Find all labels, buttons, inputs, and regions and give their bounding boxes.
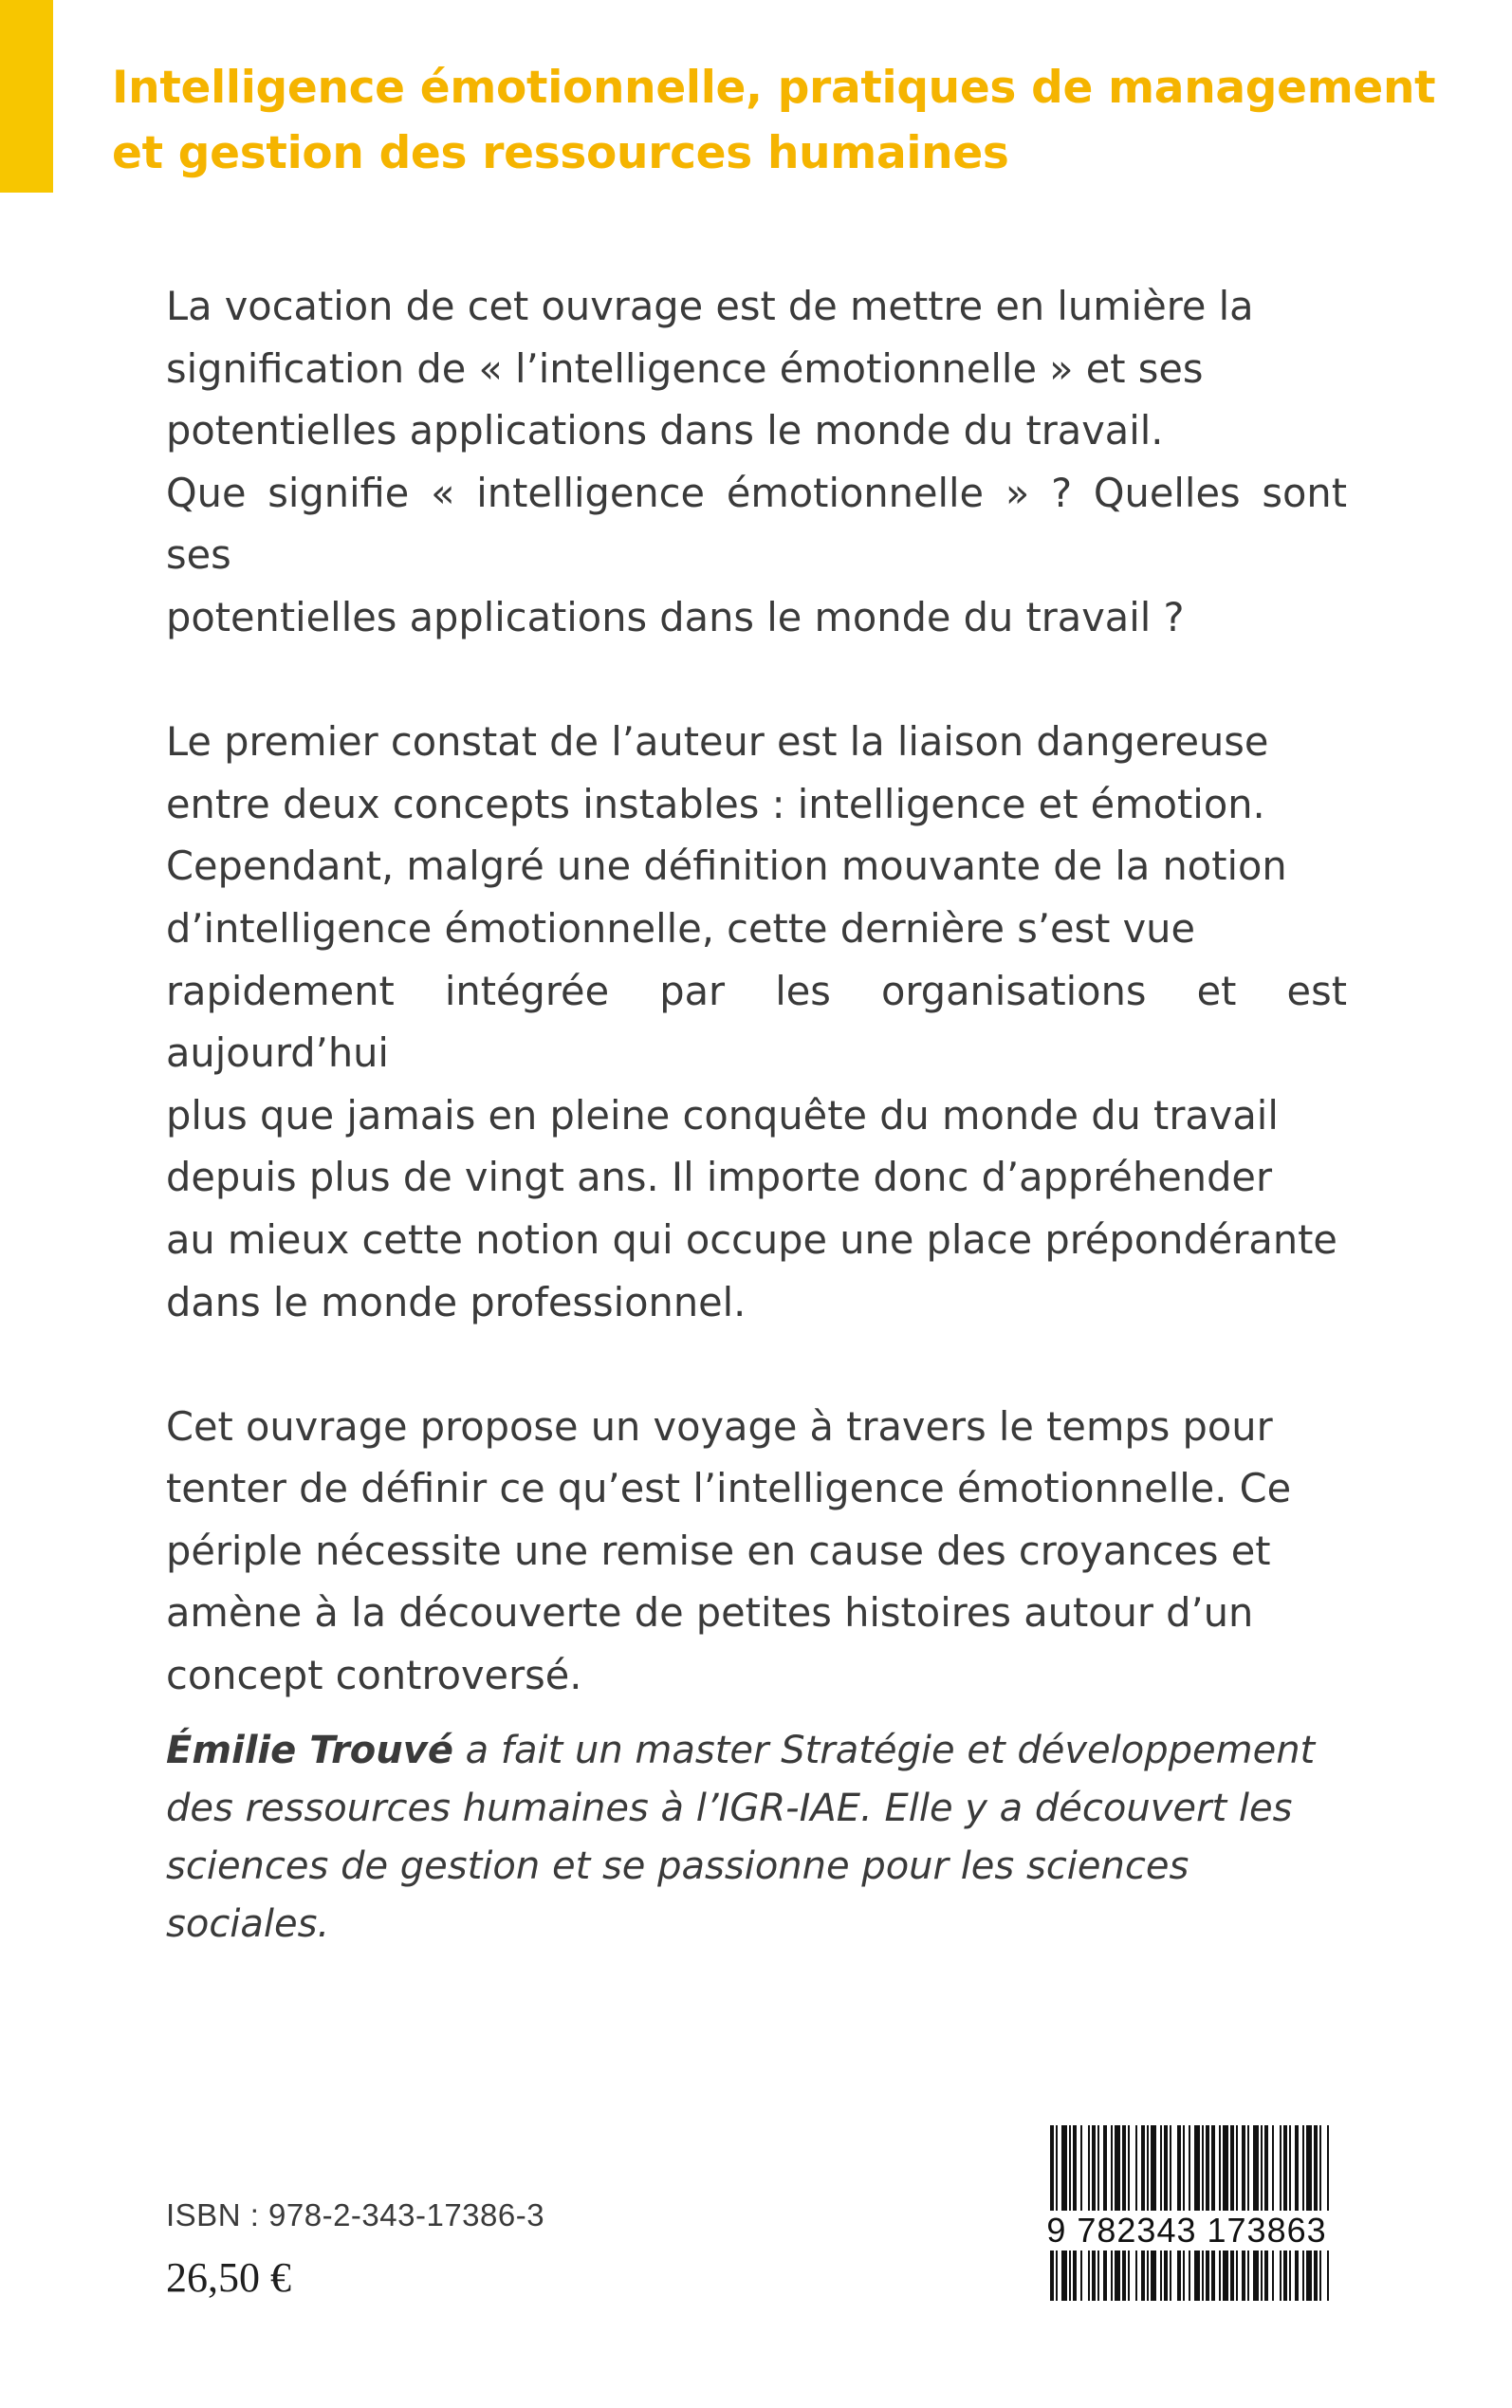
title-line: et gestion des ressources humaines — [112, 127, 1009, 179]
synopsis — [166, 275, 1347, 1769]
text-line: concept controversé. — [166, 1652, 582, 1699]
text-line: d’intelligence émotionnelle, cette dernière s’est vue — [166, 904, 1196, 952]
text-line: tenter de définir ce qu’est l’intelligence émotionnelle. Ce — [166, 1465, 1292, 1512]
text-line: La vocation de cet ouvrage est de mettre en lumière la — [166, 283, 1254, 329]
book-title — [112, 55, 1478, 186]
text-line: amène à la découverte de petites histoires autour d’un — [166, 1589, 1254, 1637]
author-bio — [166, 1722, 1347, 1954]
text-line: plus que jamais en pleine conquête du monde du travail — [166, 1091, 1279, 1139]
synopsis-paragraph — [166, 711, 1347, 1333]
isbn: ISBN : 978-2-343-17386-3 — [166, 2197, 545, 2232]
text-line: dans le monde professionnel. — [166, 1278, 747, 1325]
author-bio-text: a fait un master Stratégie et développement des ressources humaines à l’IGR-IAE. Elle y a découvert les sciences de gestion et se passionne pour les sciences sociales. — [166, 1729, 1316, 1946]
text-line: Cependant, malgré une définition mouvante de la notion — [166, 843, 1287, 890]
text-line: Le premier constat de l’auteur est la liaison dangereuse — [166, 718, 1269, 766]
barcode-digits: 9 782343 173863 — [1030, 2211, 1343, 2251]
price: 26,50 € — [166, 2254, 291, 2301]
accent-bar — [0, 0, 53, 193]
author-name: Émilie Trouvé — [166, 1729, 453, 1772]
text-line: potentielles applications dans le monde du travail. — [166, 407, 1164, 454]
text-line: entre deux concepts instables : intelligence et émotion. — [166, 780, 1265, 827]
text-line: signification de « l’intelligence émotionnelle » et ses — [166, 344, 1204, 392]
text-line: Que signifie « intelligence émotionnelle » ? Quelles sont ses — [166, 469, 1347, 579]
text-line: au mieux cette notion qui occupe une place prépondérante — [166, 1215, 1337, 1263]
synopsis-paragraph — [166, 275, 1347, 649]
synopsis-paragraph — [166, 1396, 1347, 1707]
text-line: périple nécessite une remise en cause des croyances et — [166, 1527, 1271, 1574]
text-line: Cet ouvrage propose un voyage à travers le temps pour — [166, 1402, 1273, 1450]
title-line: Intelligence émotionnelle, pratiques de management — [112, 62, 1436, 114]
text-line: potentielles applications dans le monde du travail ? — [166, 593, 1185, 640]
text-line: depuis plus de vingt ans. Il importe donc d’appréhender — [166, 1154, 1273, 1201]
text-line: rapidement intégrée par les organisations et est aujourd’hui — [166, 967, 1347, 1077]
